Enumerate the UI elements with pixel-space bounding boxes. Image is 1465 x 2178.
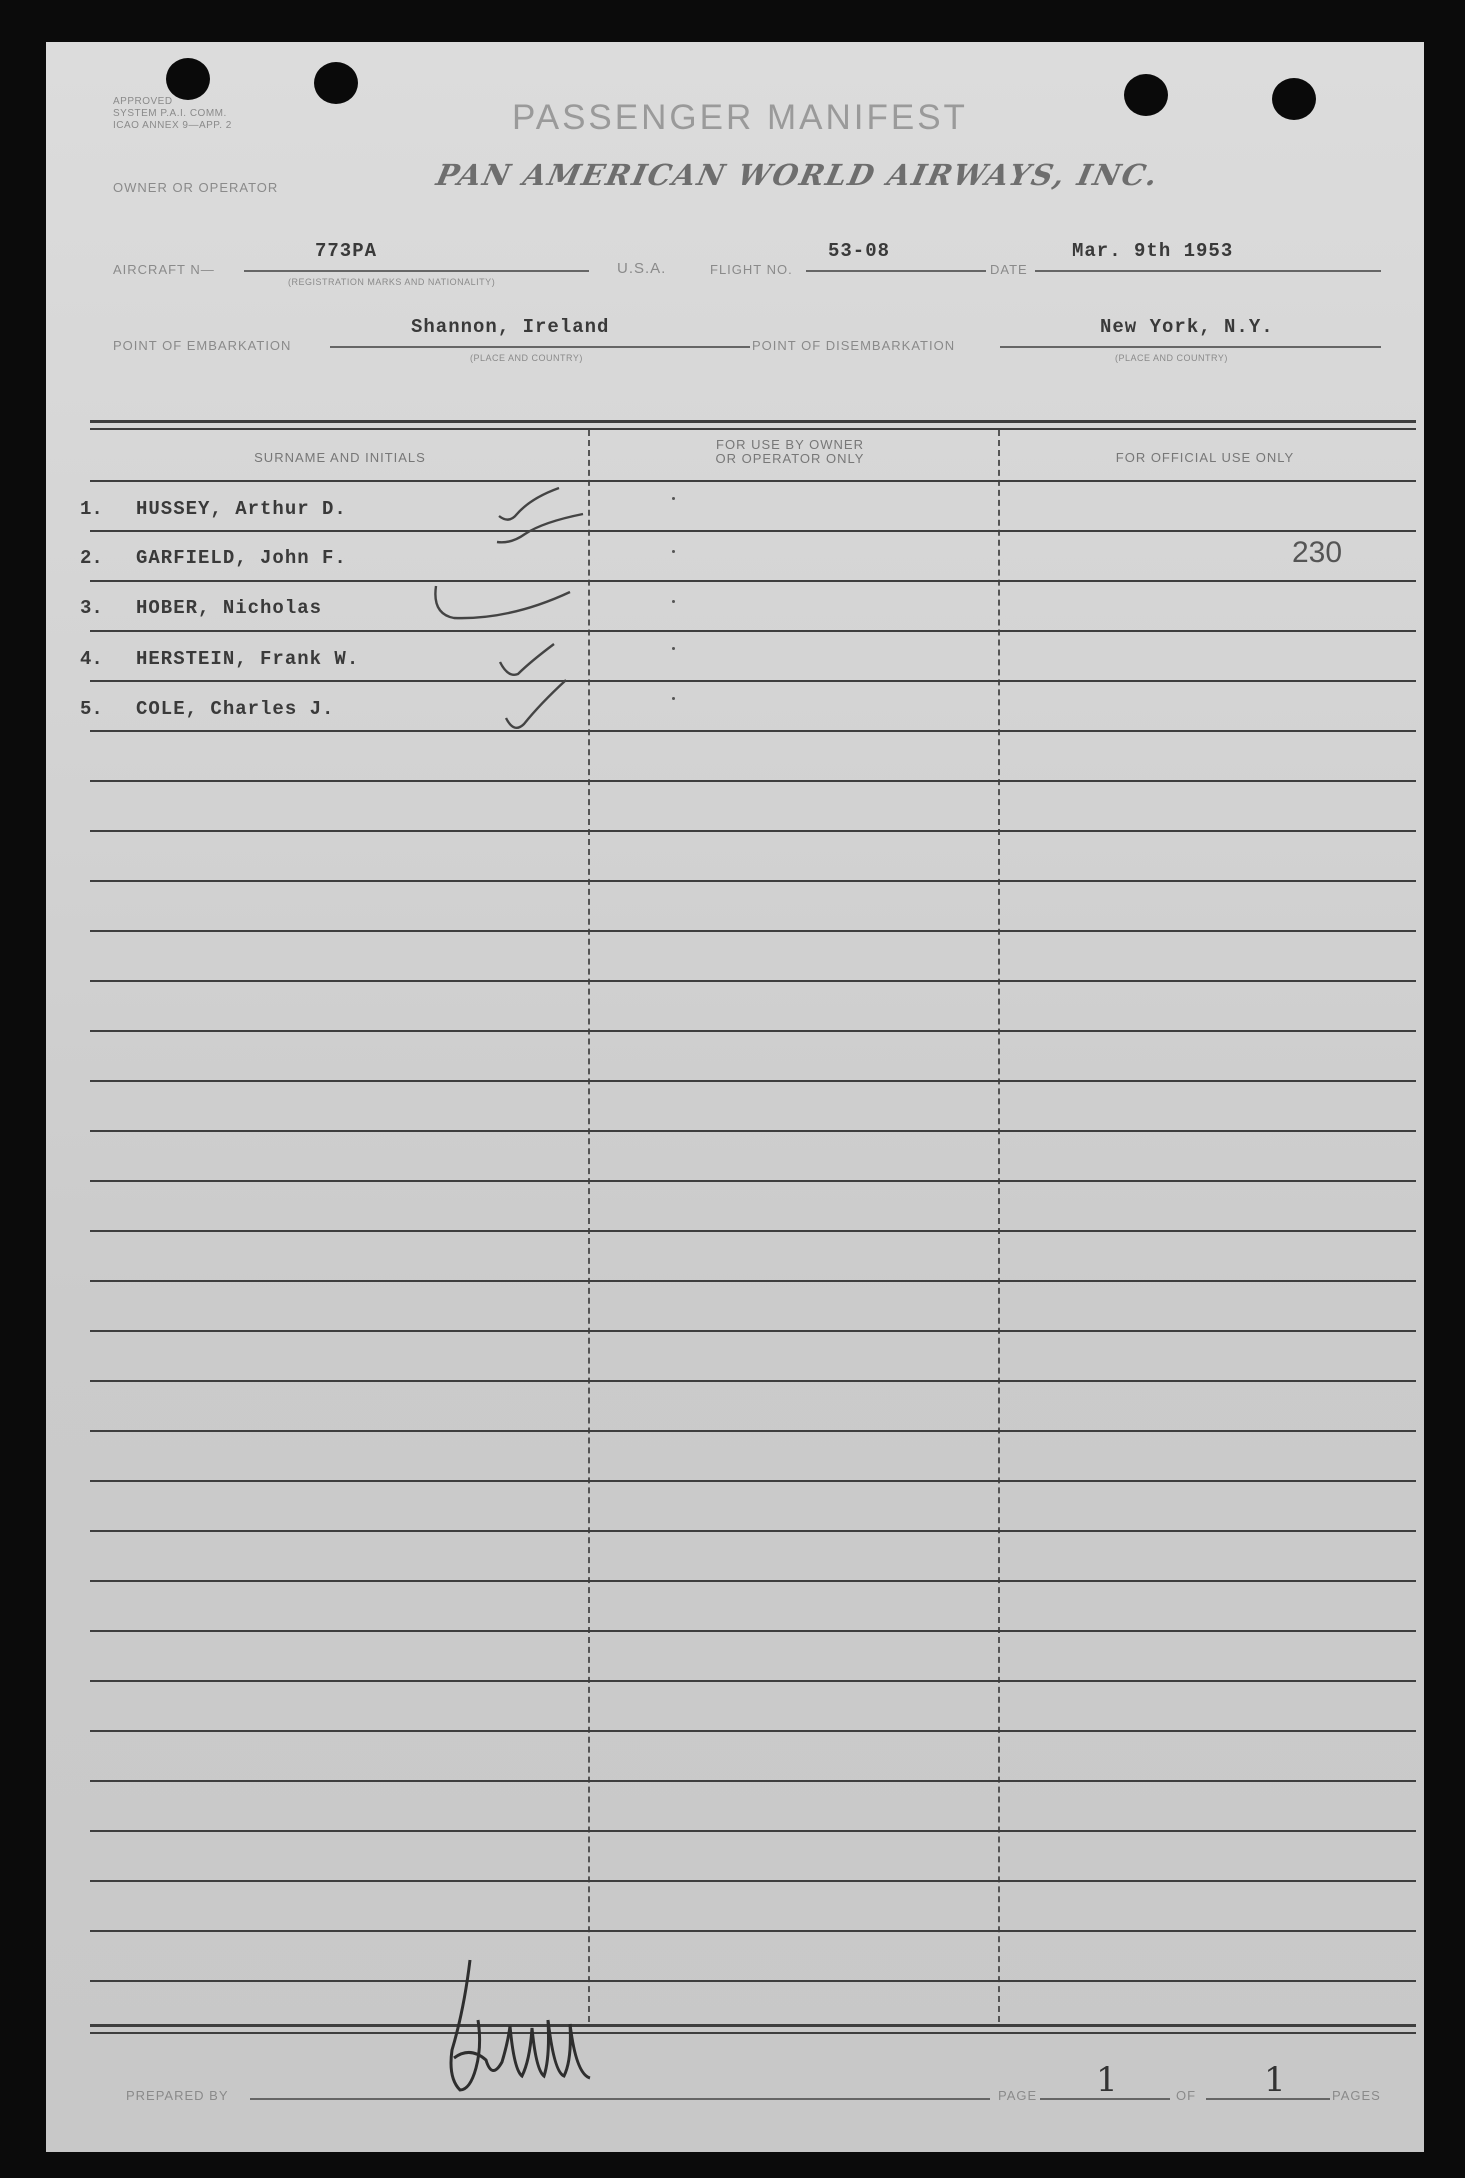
table-bottom-rule <box>90 2024 1416 2027</box>
table-row-line <box>90 1180 1416 1182</box>
of-value: 1 <box>1264 2060 1287 2100</box>
table-row-line <box>90 1380 1416 1382</box>
page-label: PAGE <box>998 2088 1038 2103</box>
col-header-owner-line2: OR OPERATOR ONLY <box>715 451 865 466</box>
owner-label: OWNER OR OPERATOR <box>113 180 279 195</box>
check-mark-icon <box>430 580 580 624</box>
passenger-number: 4. <box>80 648 103 670</box>
stray-mark <box>672 647 675 650</box>
table-row-line <box>90 1580 1416 1582</box>
column-divider <box>998 430 1000 2022</box>
table-row-line <box>90 1830 1416 1832</box>
table-row-line <box>90 630 1416 632</box>
col-header-owner-line1: FOR USE BY OWNER <box>716 437 864 452</box>
table-row-line <box>90 580 1416 582</box>
aircraft-value: 773PA <box>315 240 378 262</box>
table-row-line <box>90 680 1416 682</box>
col-header-owner <box>600 438 980 466</box>
table-row-line <box>90 1730 1416 1732</box>
table-row-line <box>90 1480 1416 1482</box>
passenger-name: HOBER, Nicholas <box>136 597 323 619</box>
passenger-number: 2. <box>80 547 103 569</box>
stray-mark <box>672 550 675 553</box>
aircraft-sublabel: (REGISTRATION MARKS AND NATIONALITY) <box>288 277 496 287</box>
date-value: Mar. 9th 1953 <box>1072 240 1234 262</box>
pages-label: PAGES <box>1332 2088 1381 2103</box>
date-label: DATE <box>990 262 1028 277</box>
table-row-line <box>90 530 1416 532</box>
table-row-line <box>90 830 1416 832</box>
punch-hole <box>1272 78 1316 120</box>
table-row-line <box>90 1930 1416 1932</box>
embarkation-label: POINT OF EMBARKATION <box>113 338 292 353</box>
table-bottom-rule <box>90 2032 1416 2034</box>
flight-label: FLIGHT NO. <box>710 262 793 277</box>
table-top-rule <box>90 420 1416 423</box>
table-top-rule <box>90 428 1416 430</box>
aircraft-label: AIRCRAFT N— <box>113 262 215 277</box>
handwritten-signature <box>430 1950 600 2100</box>
embarkation-value: Shannon, Ireland <box>411 316 610 338</box>
table-row-line <box>90 980 1416 982</box>
disembarkation-sublabel: (PLACE AND COUNTRY) <box>1115 353 1228 363</box>
table-row-line <box>90 1130 1416 1132</box>
table-row-line <box>90 1530 1416 1532</box>
passenger-name: HERSTEIN, Frank W. <box>136 648 360 670</box>
prepared-by-label: PREPARED BY <box>126 2088 229 2103</box>
prepared-by-underline <box>250 2098 990 2100</box>
passenger-number: 3. <box>80 597 103 619</box>
col-header-official: FOR OFFICIAL USE ONLY <box>1115 450 1295 465</box>
table-row-line <box>90 1780 1416 1782</box>
stray-mark <box>672 600 675 603</box>
passenger-number: 5. <box>80 698 103 720</box>
passenger-name: GARFIELD, John F. <box>136 547 347 569</box>
passenger-number: 1. <box>80 498 103 520</box>
punch-hole <box>314 62 358 104</box>
check-mark-icon <box>496 638 586 738</box>
table-row-line <box>90 1030 1416 1032</box>
aircraft-underline <box>244 270 589 272</box>
embarkation-sublabel: (PLACE AND COUNTRY) <box>470 353 583 363</box>
table-row-line <box>90 1630 1416 1632</box>
nationality: U.S.A. <box>617 260 667 277</box>
operator-name: PAN AMERICAN WORLD AIRWAYS, INC. <box>433 158 1163 192</box>
table-row-line <box>90 880 1416 882</box>
table-row-line <box>90 1080 1416 1082</box>
table-row-line <box>90 1880 1416 1882</box>
disembarkation-underline <box>1000 346 1381 348</box>
punch-hole <box>166 58 210 100</box>
embarkation-underline <box>330 346 750 348</box>
approval-line: SYSTEM P.A.I. COMM. <box>113 108 227 119</box>
table-row-line <box>90 930 1416 932</box>
table-row-line <box>90 1230 1416 1232</box>
flight-value: 53-08 <box>828 240 891 262</box>
table-row-line <box>90 1330 1416 1332</box>
of-label: OF <box>1176 2088 1197 2103</box>
table-row-line <box>90 780 1416 782</box>
stray-mark <box>672 497 675 500</box>
punch-hole <box>1124 74 1168 116</box>
check-mark-icon <box>495 484 595 554</box>
page-value: 1 <box>1096 2060 1119 2100</box>
flight-underline <box>806 270 986 272</box>
table-row-line <box>90 1430 1416 1432</box>
table-row-line <box>90 1680 1416 1682</box>
passenger-name: HUSSEY, Arthur D. <box>136 498 347 520</box>
approval-line: APPROVED <box>113 96 173 107</box>
table-row-line <box>90 480 1416 482</box>
disembarkation-label: POINT OF DISEMBARKATION <box>752 338 956 353</box>
official-note: 230 <box>1292 536 1343 569</box>
table-row-line <box>90 730 1416 732</box>
col-header-surname: SURNAME AND INITIALS <box>254 450 426 465</box>
disembarkation-value: New York, N.Y. <box>1100 316 1274 338</box>
page-title: PASSENGER MANIFEST <box>512 98 968 137</box>
column-divider <box>588 430 590 2022</box>
table-row-line <box>90 1280 1416 1282</box>
passenger-name: COLE, Charles J. <box>136 698 335 720</box>
approval-line: ICAO ANNEX 9—APP. 2 <box>113 120 232 131</box>
date-underline <box>1035 270 1381 272</box>
stray-mark <box>672 697 675 700</box>
table-row-line <box>90 1980 1416 1982</box>
